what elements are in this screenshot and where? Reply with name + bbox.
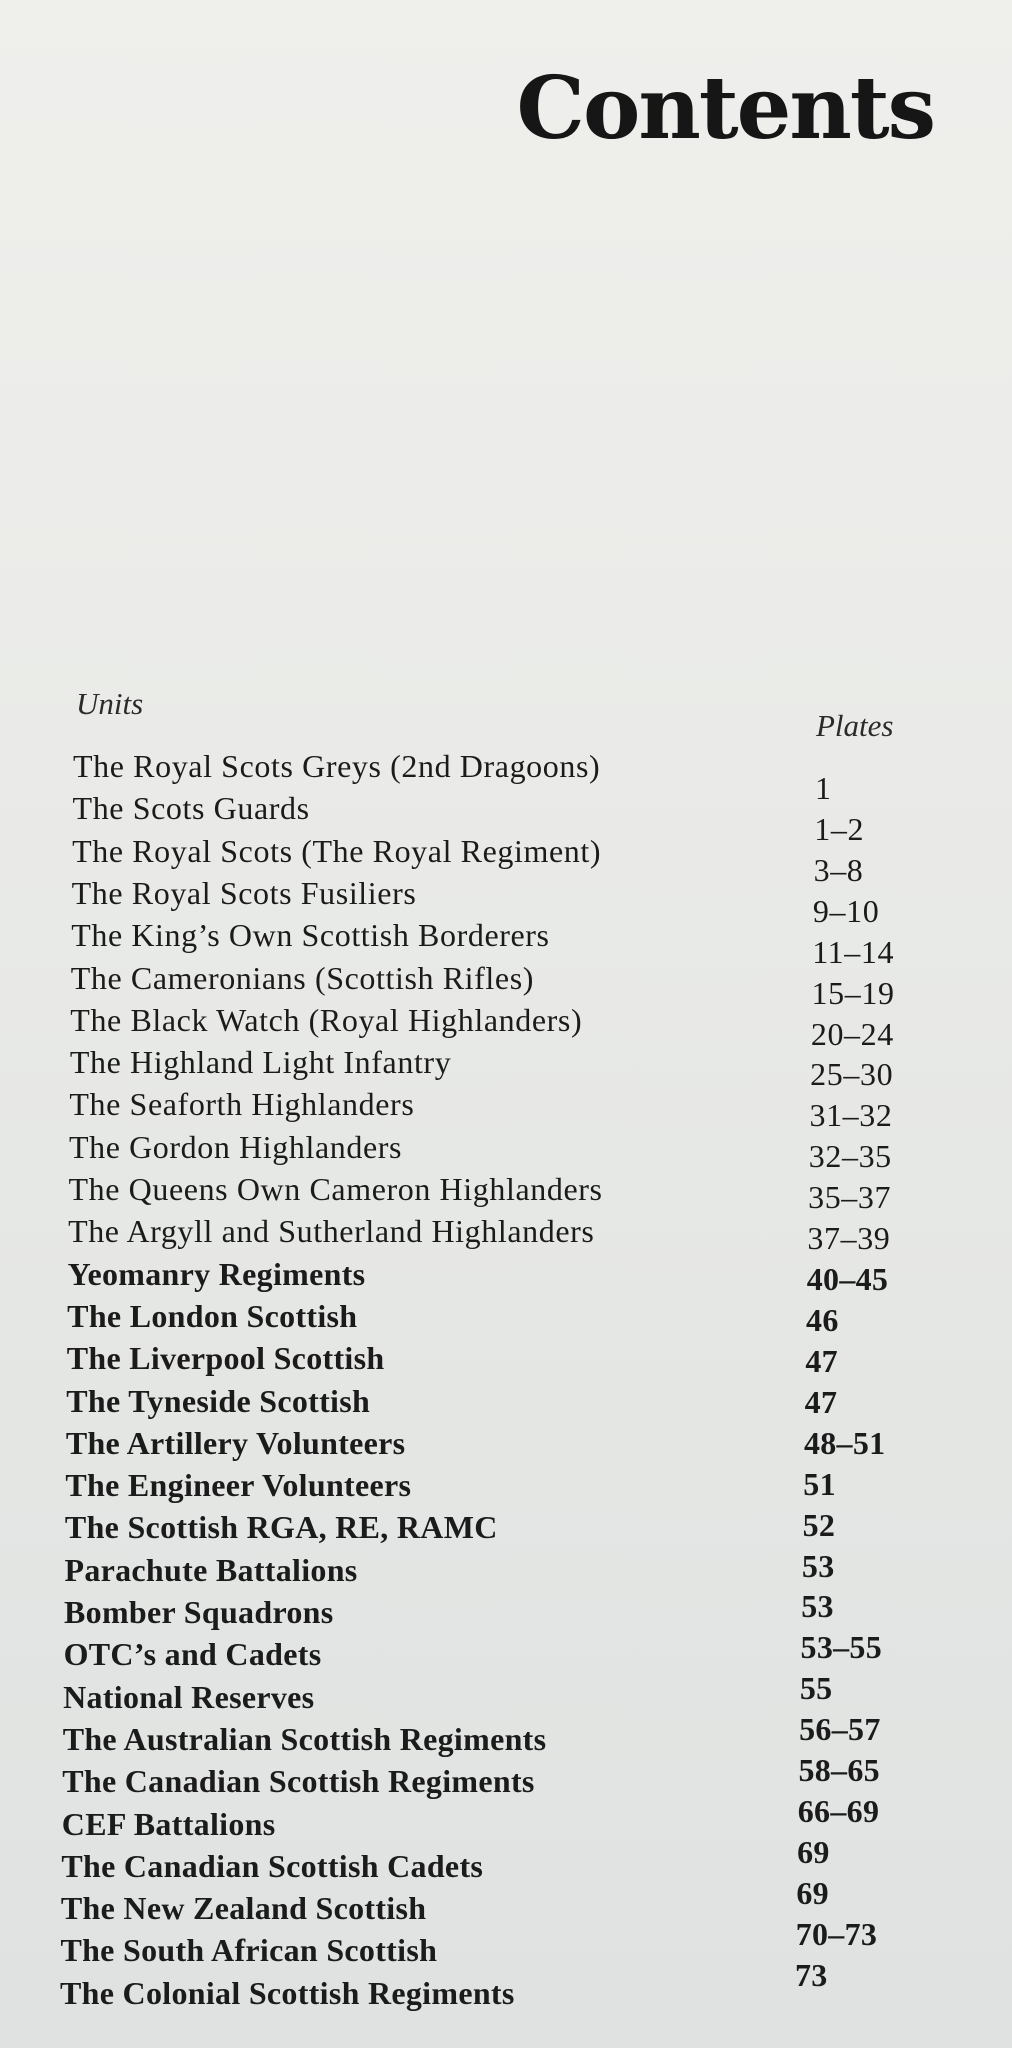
units-column-header: Units bbox=[76, 686, 144, 721]
unit-name: The South African Scottish bbox=[60, 1932, 438, 1969]
unit-name: The Seaforth Highlanders bbox=[69, 1086, 415, 1123]
unit-name: The King’s Own Scottish Borderers bbox=[71, 917, 550, 954]
unit-name: National Reserves bbox=[63, 1678, 315, 1715]
plates-column-header: Plates bbox=[816, 708, 894, 743]
plate-numbers: 46 bbox=[806, 1302, 839, 1338]
unit-name: The Queens Own Cameron Highlanders bbox=[68, 1171, 603, 1207]
plate-numbers: 53 bbox=[801, 1547, 835, 1584]
unit-name: The Black Watch (Royal Highlanders) bbox=[70, 1001, 583, 1038]
plate-numbers: 25–30 bbox=[810, 1056, 894, 1093]
unit-name: The Scots Guards bbox=[72, 790, 310, 827]
plate-numbers: 51 bbox=[803, 1465, 836, 1502]
unit-name: CEF Battalions bbox=[61, 1805, 276, 1842]
plate-numbers: 32–35 bbox=[808, 1138, 892, 1175]
plate-numbers: 9–10 bbox=[812, 892, 880, 929]
plate-numbers: 52 bbox=[802, 1506, 836, 1543]
unit-name: The Scottish RGA, RE, RAMC bbox=[64, 1509, 498, 1546]
plate-numbers: 56–57 bbox=[799, 1711, 881, 1748]
unit-name: Bomber Squadrons bbox=[64, 1594, 334, 1630]
unit-name: The Colonial Scottish Regiments bbox=[60, 1974, 515, 2011]
unit-name: Yeomanry Regiments bbox=[67, 1255, 366, 1292]
unit-name: The Artillery Volunteers bbox=[65, 1424, 406, 1461]
unit-name: OTC’s and Cadets bbox=[63, 1636, 322, 1673]
plate-numbers: 31–32 bbox=[809, 1097, 893, 1134]
page-title: Contents bbox=[516, 58, 934, 159]
plate-numbers: 1 bbox=[815, 770, 832, 806]
plate-numbers: 69 bbox=[796, 1874, 829, 1911]
unit-name: The Canadian Scottish Cadets bbox=[61, 1847, 484, 1884]
plate-numbers: 11–14 bbox=[812, 933, 895, 970]
unit-name: The Argyll and Sutherland Highlanders bbox=[68, 1213, 595, 1250]
plate-numbers: 40–45 bbox=[806, 1261, 889, 1298]
plate-numbers: 70–73 bbox=[795, 1915, 878, 1952]
plate-numbers: 37–39 bbox=[807, 1220, 891, 1257]
plate-numbers: 20–24 bbox=[810, 1015, 894, 1052]
plate-numbers: 48–51 bbox=[803, 1424, 886, 1461]
unit-name: The London Scottish bbox=[67, 1297, 358, 1334]
unit-name: The Royal Scots Fusiliers bbox=[71, 874, 417, 911]
plate-numbers: 47 bbox=[805, 1342, 838, 1379]
unit-name: The Tyneside Scottish bbox=[66, 1382, 371, 1419]
plate-numbers: 53 bbox=[801, 1588, 834, 1625]
plate-numbers: 73 bbox=[795, 1956, 828, 1993]
plate-numbers: 1–2 bbox=[814, 810, 865, 847]
unit-name: The Royal Scots Greys (2nd Dragoons) bbox=[73, 748, 601, 784]
plate-numbers: 55 bbox=[799, 1670, 833, 1707]
plate-numbers: 58–65 bbox=[798, 1752, 880, 1789]
unit-name: The Canadian Scottish Regiments bbox=[62, 1763, 535, 1800]
unit-name: The Cameronians (Scottish Rifles) bbox=[70, 959, 535, 996]
unit-name: The Australian Scottish Regiments bbox=[62, 1720, 547, 1757]
unit-name: The Highland Light Infantry bbox=[69, 1044, 452, 1081]
plate-numbers: 15–19 bbox=[811, 974, 895, 1011]
unit-name: The Engineer Volunteers bbox=[65, 1467, 412, 1504]
unit-name: The Liverpool Scottish bbox=[66, 1340, 385, 1377]
unit-name: Parachute Battalions bbox=[64, 1551, 358, 1588]
unit-name: The New Zealand Scottish bbox=[60, 1890, 427, 1927]
plate-numbers: 3–8 bbox=[813, 851, 864, 888]
plate-numbers: 66–69 bbox=[797, 1793, 880, 1830]
unit-name: The Gordon Highlanders bbox=[68, 1128, 403, 1165]
plate-numbers: 53–55 bbox=[800, 1629, 883, 1666]
plate-numbers: 47 bbox=[804, 1383, 838, 1420]
plate-numbers: 69 bbox=[797, 1834, 830, 1871]
plate-numbers: 35–37 bbox=[808, 1179, 892, 1216]
unit-name: The Royal Scots (The Royal Regiment) bbox=[72, 832, 602, 869]
